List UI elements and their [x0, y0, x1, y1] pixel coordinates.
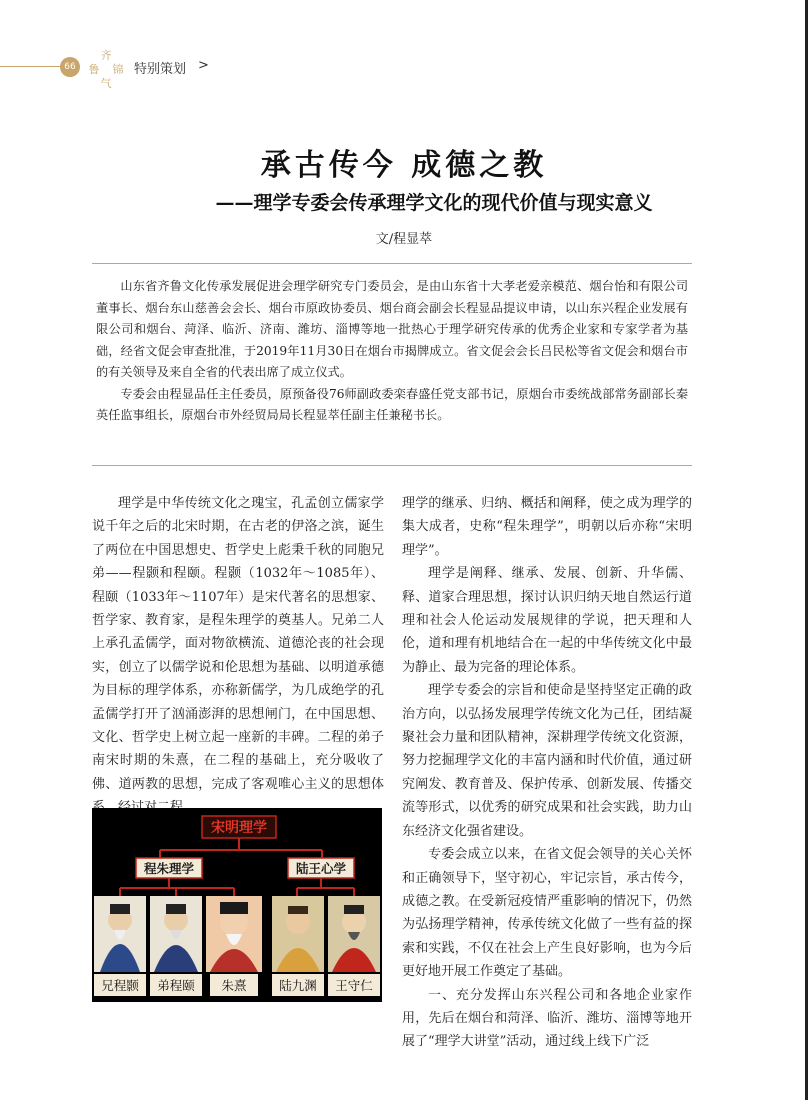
right-column: [402, 492, 692, 1054]
portrait-cheng-hao: [94, 896, 146, 972]
portrait-cheng-yi: [150, 896, 202, 972]
journal-logo: [84, 44, 128, 92]
section-label[interactable]: 特别策划: [134, 62, 187, 77]
body-paragraph: 理学专委会的宗旨和使命是坚持坚定正确的政治方向，以弘扬发展理学传统文化为己任，团结凝聚社会力量和团队精神，深耕理学传统文化资源，努力挖掘理学文化的丰富内涵和时代价值，通过研究阐发、教育普及、保护传承、创新发展、传播交流等形式，以优秀的研究成果和社会实践，助力山东经济文化强省建设。: [402, 683, 692, 839]
section-arrow-icon[interactable]: >: [198, 58, 209, 73]
portrait-wang-shouren: [328, 896, 380, 972]
article-title: 承古传今 成德之教: [260, 148, 548, 183]
body-paragraph: 专委会成立以来，在省文促会领导的关心关怀和正确领导下，坚守初心，牢记宗旨，承古传今，成德之教。在受新冠疫情严重影响的情况下，仍然为弘扬理学精神，传承传统文化做了一些有益的探索和实践，不仅在社会上产生良好影响，也为今后更好地开展工作奠定了基础。: [402, 847, 692, 980]
name-tag: 王守仁: [335, 978, 373, 993]
body-paragraph: 一、充分发挥山东兴程公司和各地企业家作用，先后在烟台和菏泽、临沂、潍坊、淄博等地开展了“理学大讲堂”活动，通过线上线下广泛: [402, 987, 692, 1050]
abstract-paragraph-2: 专委会由程显品任主任委员，原预备役76师副政委栾春盛任党支部书记，原烟台市委统战部常务副部长秦英任监事组长，原烟台市外经贸局局长程显萃任副主任兼秘书长。: [96, 386, 689, 422]
svg-text:锦: 锦: [112, 63, 124, 76]
root-label: 宋明理学: [211, 820, 267, 836]
header-rule: [0, 66, 60, 67]
svg-text:齐: 齐: [100, 49, 112, 62]
body-paragraph: 理学的继承、归纳、概括和阐释，使之成为理学的集大成者，史称“程朱理学”，明朝以后亦称“宋明理学”。: [402, 496, 692, 558]
svg-text:鲁: 鲁: [88, 63, 100, 76]
lineage-chart-svg: [92, 808, 382, 1002]
name-tag: 陆九渊: [279, 978, 317, 993]
branch-left-label: 程朱理学: [143, 861, 195, 876]
lineage-chart: [92, 808, 382, 1002]
left-column: [92, 492, 384, 820]
svg-text:气: 气: [100, 77, 112, 90]
portrait-zhu-xi: [206, 896, 262, 972]
abstract-paragraph-1: 山东省齐鲁文化传承发展促进会理学研究专门委员会，是由山东省十大孝老爱亲模范、烟台怡和有限公司董事长、烟台东山慈善会会长、烟台市原政协委员、烟台商会副会长程显品提议申请，以山东兴程企业发展有限公司和烟台、菏泽、临沂、济南、潍坊、淄博等地一批热心于理学研究传承的优秀企业家和专家学者为基础，经省文促会审查批准，于2019年11月30日在烟台市揭牌成立。省文促会会长吕民松等省文促会和烟台市的有关领导及来自全省的代表出席了成立仪式。: [96, 279, 689, 379]
name-tag: 弟程颐: [157, 978, 195, 993]
body-paragraph: 理学是阐释、继承、发展、创新、升华儒、释、道家合理思想，探讨认识归纳天地自然运行道理和社会人伦运动发展规律的学说，把天理和人伦，道和理有机地结合在一起的中华传统文化中最为静止、最为完备的理论体系。: [402, 566, 692, 675]
name-tags: [94, 974, 380, 996]
page-number: 66: [60, 57, 80, 77]
abstract-bottom-rule: [92, 465, 692, 466]
body-paragraph: 理学是中华传统文化之瑰宝，孔孟创立儒家学说千年之后的北宋时期，在古老的伊洛之滨，诞生了两位在中国思想史、哲学史上彪秉千秋的同胞兄弟——程颢和程颐。程颢（1032年～1085年）、程颐（1033年～1107年）是宋代著名的思想家、哲学家、教育家，是程朱理学的奠基人。兄弟二人上承孔孟儒学，面对物欲横流、道德沦丧的社会现实，创立了以儒学说和伦思想为基础、以明道承德为目标的理学体系，亦称新儒学，为几成绝学的孔孟儒学打开了汹涌澎湃的思想闸门，在中国思想、文化、哲学史上树立起一座新的丰碑。二程的弟子南宋时期的朱熹，在二程的基础上，充分吸收了佛、道两教的思想，完成了客观唯心主义的思想体: [92, 496, 384, 792]
abstract-box: [96, 276, 688, 427]
portrait-lu-jiuyuan: [272, 896, 324, 972]
name-tag: 朱熹: [221, 978, 247, 993]
abstract-top-rule: [92, 263, 692, 264]
branch-right-label: 陆王心学: [295, 861, 347, 876]
name-tag: 兄程颢: [101, 978, 139, 993]
article-subtitle: ——理学专委会传承理学文化的现代价值与现实意义: [215, 192, 653, 214]
article-author: 文/程显萃: [375, 232, 433, 247]
